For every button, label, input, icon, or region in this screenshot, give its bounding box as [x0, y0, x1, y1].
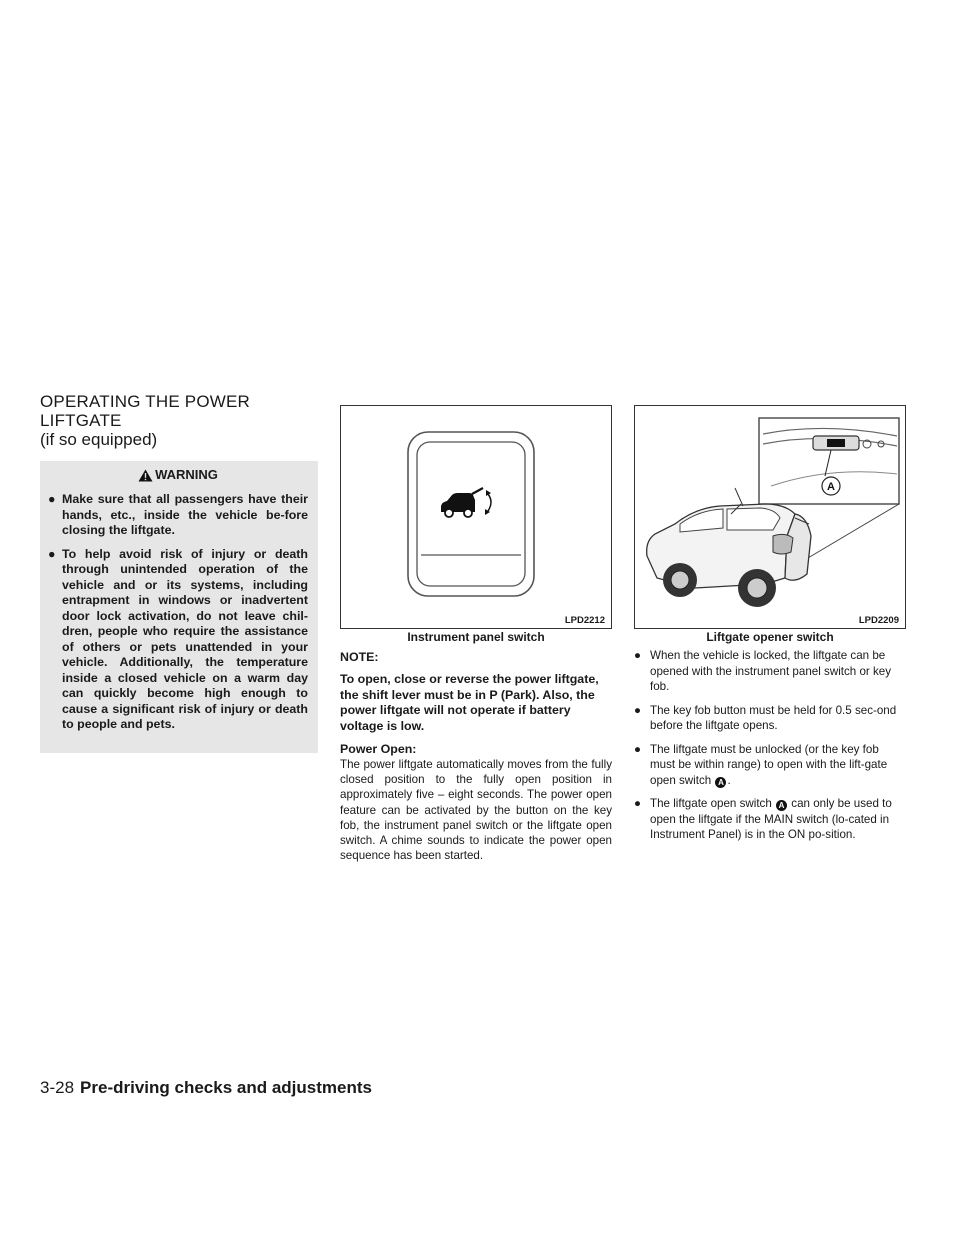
list-item	[634, 796, 906, 843]
liftgate-icon	[441, 488, 491, 517]
list-item	[634, 703, 906, 734]
instrument-panel-switch-figure	[340, 405, 612, 629]
list-item-text-end: can only be used to open the liftgate if the MAIN switch (lo-cated in Instrument Panel) is in the ON po-sition.	[650, 797, 892, 841]
figure-code: LPD2209	[858, 615, 899, 626]
bullet-icon: ●	[634, 742, 642, 756]
section-subtitle: (if so equipped)	[40, 430, 158, 449]
chapter-title: Pre-driving checks and adjustments	[80, 1078, 372, 1097]
page-number: 3-28	[40, 1078, 75, 1097]
list-item-text: The key fob button must be held for 0.5 sec-ond before the liftgate opens.	[650, 703, 897, 732]
list-item-text: When the vehicle is locked, the liftgate can be opened with the instrument panel switch or key fob.	[650, 649, 892, 693]
warning-item-text: To help avoid risk of injury or death through unintended operation of the vehicle and or its systems, including entrapment in windows or inadvertent door lock activation, do not leave chil-dren, people who require the assistance of others or pets unattended in your vehicle. Additionally, the temperature inside a closed vehicle on a warm day can quickly become high enough to cause a significant risk of injury or death to people and pets.	[62, 546, 308, 731]
list-item	[634, 742, 906, 789]
power-open-text: The power liftgate automatically moves from the fully closed position to the fully open position in approximately five – eight seconds. The power open feature can be activated by the button on the key fob, the instrument panel switch or the liftgate open switch. A chime sounds to indicate the power open sequence has been started.	[340, 758, 612, 863]
warning-heading	[48, 467, 308, 482]
suv-rear-illustration	[635, 406, 907, 628]
svg-text:A: A	[827, 481, 835, 493]
bullet-icon: ●	[48, 492, 56, 506]
figure-code: LPD2212	[564, 615, 605, 626]
note-title: NOTE:	[340, 650, 379, 664]
bullet-icon: ●	[634, 703, 642, 717]
figure-caption: Instrument panel switch	[407, 630, 545, 644]
list-item-text: The liftgate must be unlocked (or the key fob must be within range) to open with the lift-gate open switch	[650, 742, 888, 787]
warning-list	[48, 492, 308, 733]
figure-caption: Liftgate opener switch	[706, 630, 834, 644]
callout-a-icon: A	[776, 800, 787, 811]
warning-triangle-icon	[138, 469, 153, 482]
liftgate-opener-switch-figure	[634, 405, 906, 629]
warning-item	[48, 492, 308, 539]
bullet-icon: ●	[634, 797, 642, 810]
warning-heading-text: WARNING	[155, 467, 218, 482]
note-text: To open, close or reverse the power liftgate, the shift lever must be in P (Park). Also, the power liftgate will not operate if battery voltage is low.	[340, 672, 599, 733]
page-footer	[40, 1078, 372, 1098]
section-title: OPERATING THE POWER LIFTGATE	[40, 392, 251, 430]
warning-box	[40, 461, 318, 753]
callout-a-icon: A	[715, 777, 726, 788]
warning-item-text: Make sure that all passengers have their hands, etc., inside the vehicle be-fore closing the liftgate.	[62, 492, 308, 537]
list-item-text-end: .	[727, 773, 731, 787]
middle-column	[340, 405, 612, 863]
bullet-icon: ●	[48, 546, 56, 561]
liftgate-switch-illustration	[341, 406, 613, 628]
left-column	[40, 392, 318, 753]
list-item	[634, 648, 906, 695]
power-open-heading: Power Open:	[340, 742, 417, 756]
right-column	[634, 405, 906, 851]
liftgate-bullet-list	[634, 648, 906, 843]
warning-item	[48, 547, 308, 733]
list-item-text: The liftgate open switch	[650, 797, 772, 810]
bullet-icon: ●	[634, 649, 642, 662]
